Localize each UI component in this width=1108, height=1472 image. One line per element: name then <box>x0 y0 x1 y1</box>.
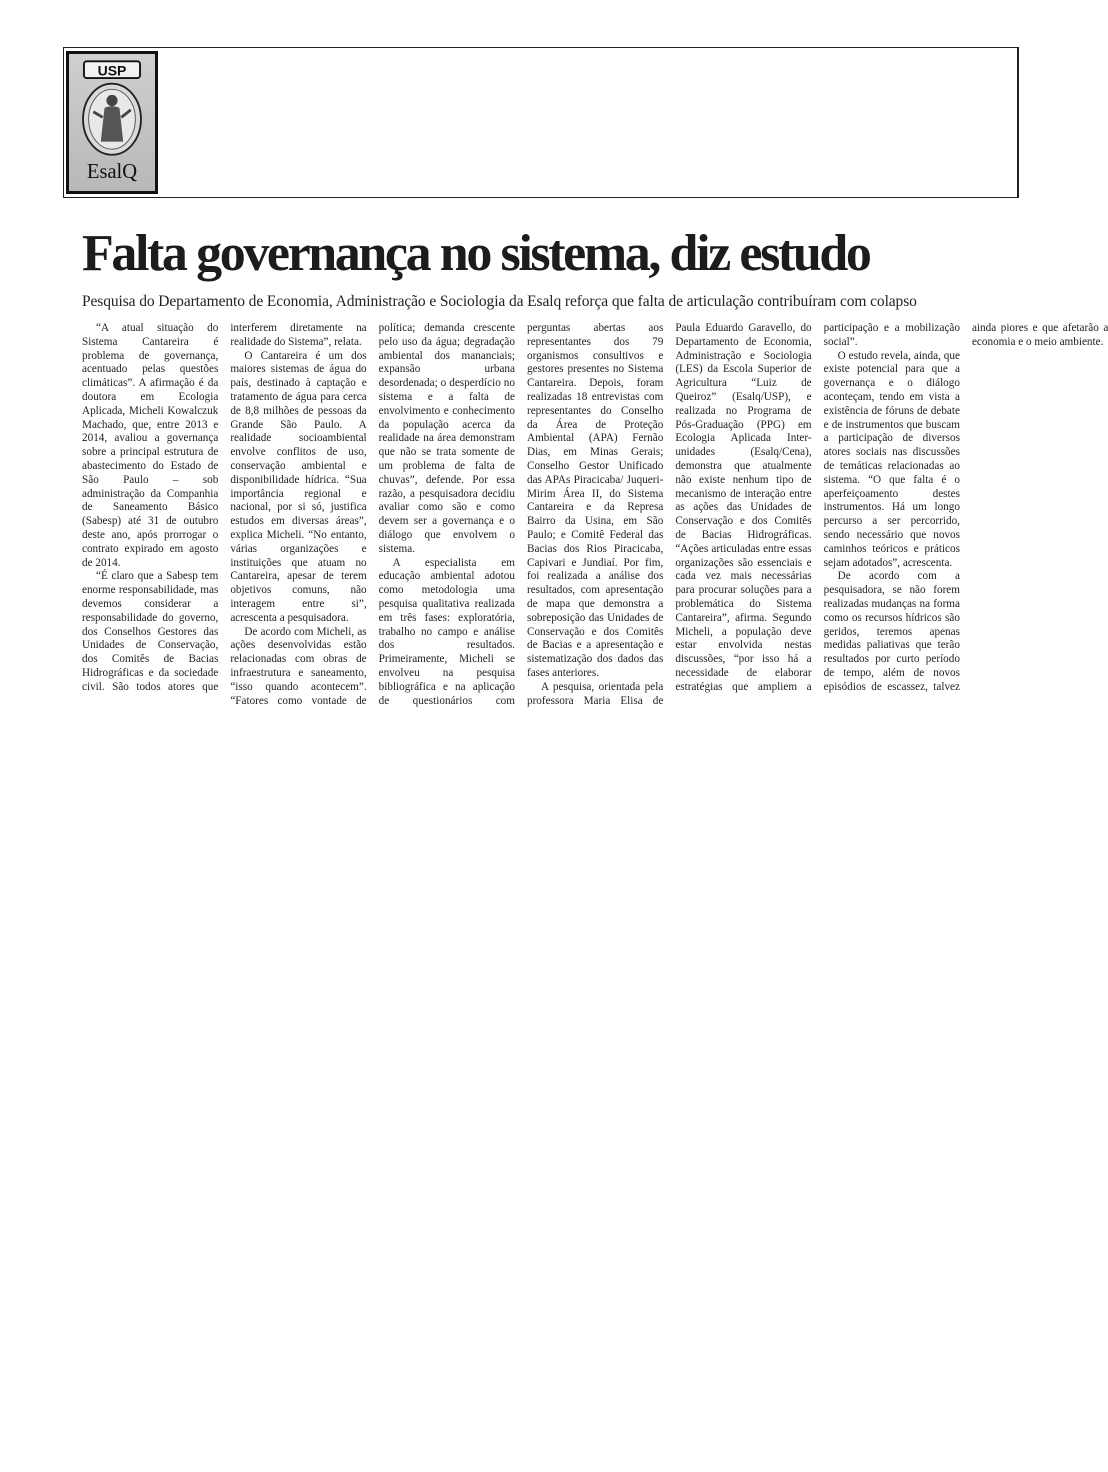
paragraph: “A atual situação do Sistema Cantareira é problema de governança, acentuado pelas questões climáticas”. A afirmação é da doutora em Ecologia Aplicada, Micheli Kowalczuk Machado, que, entre 2013 e 2014, avaliou a governança sobre a principal estrutura de abastecimento do Estado de São Paulo – sob administração da Companhia de Saneamento Básico (Sabesp) até 31 de outubro deste ano, após prorrogar o contrato expirado em agosto de 2014. <box>82 322 219 569</box>
paragraph: O estudo revela, ainda, que existe potencial para que a governança e o diálogo aconteçam, tendo em vista a existência de fóruns de debate e de instrumentos que buscam a participação de diversos atores sociais nas discussões de temáticas relacionadas ao sistema. “O que falta é o aperfeiçoamento destes instrumentos. Há um longo percurso a ser percorrido, sendo necessário que novos caminhos teóricos e práticos sejam adotados”, acrescenta. <box>823 349 960 569</box>
article-body <box>82 322 1108 720</box>
logo-bottom-text: EsalQ <box>86 161 138 184</box>
paragraph: A especialista em educação ambiental adotou como metodologia uma pesquisa qualitativa realizada em três fases: exploratória, trabalho no campo e análise dos resultados. Primeiramente, Micheli se envolveu na pesquisa bibliográfica e na aplicação de questionários com perguntas abertas aos representantes dos 79 organismos consultivos e gestores presentes no Sistema Cantareira. Depois, foram realizadas 18 entrevistas com representantes do Conselho da Área de Proteção Ambiental (APA) Fernão Dias, em Minas Gerais; Conselho Gestor Unificado das APAs Piracicaba/ Juqueri-Mirim Área II, do Sistema Cantareira e da Represa Bairro da Usina, em São Paulo; e Comitê Federal das Bacias dos Rios Piracicaba, Capivari e Jundiaí. Por fim, foi realizada a análise dos resultados, com apresentação de mapa que demonstra a sobreposição das Unidades de Conservação e dos Comitês de Bacias e a apresentação e sistematização dos dados das fases anteriores. <box>378 322 664 707</box>
paragraph: O Cantareira é um dos maiores sistemas de água do país, destinado à captação e tratamento de água para cerca de 8,8 milhões de pessoas da Grande São Paulo. A realidade socioambiental envolve conflitos de uso, conservação ambiental e disponibilidade hídrica. “Sua importância regional e nacional, por si só, justifica estudos em diversas áreas”, explica Micheli. “No entanto, várias organizações e instituições que atuam no Cantareira, apesar de terem objetivos comuns, não interagem entre si”, acrescenta a pesquisadora. <box>230 349 367 624</box>
esalq-logo <box>66 51 158 194</box>
header-frame <box>63 47 1019 198</box>
paragraph: A pesquisa, orientada pela professora Maria Elisa de Paula Eduardo Garavello, do Departamento de Economia, Administração e Sociologia (LES) da Escola Superior de Agricultura “Luiz de Queiroz” (Esalq/USP), e realizada no Programa de Pós-Graduação (PPG) em Ecologia Aplicada Inter-unidades (Esalq/Cena), demonstra que atualmente não existe nenhum tipo de mecanismo de interação entre as ações das Unidades de Conservação e dos Comitês de Bacias Hidrográficas. “Ações articuladas entre essas organizações são essenciais e cada vez mais necessárias para procurar soluções para a problemática do Sistema Cantareira”, afirma. Segundo Micheli, a população deve estar envolvida nestas discussões, “por isso há a necessidade de elaborar estratégias que ampliem a participação e a mobilização social”. <box>526 322 960 707</box>
paragraph: De acordo com a pesquisadora, se não forem realizadas mudanças na forma como os recursos hídricos são geridos, teremos apenas medidas paliativas que terão resultados por curto período de tempo, além de novos episódios de escassez, talvez ainda piores e que afetarão a economia e o meio ambiente. <box>823 322 1108 693</box>
esalq-seal-icon <box>69 54 155 191</box>
logo-top-text: USP <box>97 62 127 79</box>
subhead: Pesquisa do Departamento de Economia, Administração e Sociologia da Esalq reforça que falta de articulação contribuíram com colapso <box>82 293 917 310</box>
paragraph: “É claro que a Sabesp tem enorme responsabilidade, mas devemos considerar a responsabilidade do governo, dos Conselhos Gestores das Unidades de Conservação, dos Comitês de Bacias Hidrográficas e da sociedade civil. São todos atores que interferem diretamente na realidade do Sistema”, relata. <box>82 322 367 693</box>
headline: Falta governança no sistema, diz estudo <box>82 225 870 282</box>
paragraph: De acordo com Micheli, as ações desenvolvidas estão relacionadas com obras de infraestrutura e saneamento, “isso quando acontecem”. “Fatores como vontade de política; demanda crescente pelo uso da água; degradação ambiental dos mananciais; expansão urbana desordenada; o desperdício no sistema e a falta de envolvimento e conhecimento da população acerca da realidade na área demonstram que não se trata somente de um problema de falta de chuvas”, defende. Por essa razão, a pesquisadora decidiu avaliar como são e como devem ser a governança e o diálogo que envolvem o sistema. <box>230 322 515 707</box>
